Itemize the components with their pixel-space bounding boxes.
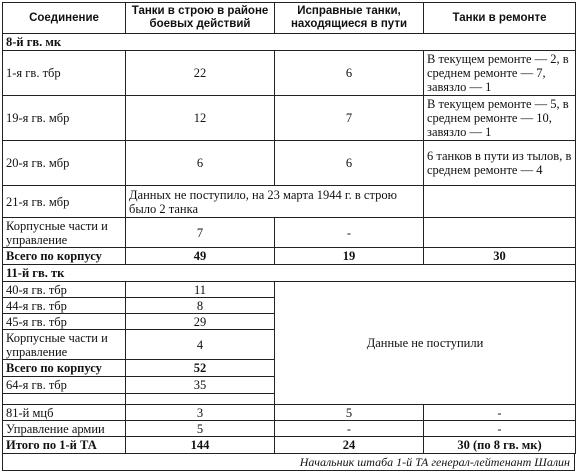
repair-cell: 6 танков в пути из тылов, в среднем ремонте — 4 bbox=[424, 141, 576, 186]
front-cell: 144 bbox=[126, 437, 275, 454]
unit-cell: Итого по 1-й ТА bbox=[3, 437, 126, 454]
table-row bbox=[3, 405, 576, 421]
table-row bbox=[3, 282, 576, 298]
transit-cell: 7 bbox=[275, 96, 424, 141]
transit-cell: 6 bbox=[275, 141, 424, 186]
repair-cell: - bbox=[424, 421, 576, 437]
grand-total-row bbox=[3, 437, 576, 454]
repair-cell: В текущем ремонте — 5, в среднем ремонте — 10, завязло — 1 bbox=[424, 96, 576, 141]
no-data-cell: Данные не поступили bbox=[275, 282, 576, 405]
table-row bbox=[3, 186, 576, 218]
front-cell: 52 bbox=[126, 360, 275, 377]
table-row bbox=[3, 96, 576, 141]
tank-status-table bbox=[2, 2, 576, 454]
repair-cell: - bbox=[424, 405, 576, 421]
unit-cell: 19-я гв. мбр bbox=[3, 96, 126, 141]
header-transit: Исправные танки, находящиеся в пути bbox=[275, 3, 424, 34]
transit-cell: 5 bbox=[275, 405, 424, 421]
unit-cell: 21-я гв. мбр bbox=[3, 186, 126, 218]
section-row-8mk bbox=[3, 34, 576, 51]
repair-cell bbox=[424, 218, 576, 248]
repair-cell: 30 (по 8 гв. мк) bbox=[424, 437, 576, 454]
unit-cell: 64-я гв. тбр bbox=[3, 377, 126, 394]
document bbox=[2, 2, 575, 471]
front-cell: 5 bbox=[126, 421, 275, 437]
transit-cell: 6 bbox=[275, 51, 424, 96]
table-row bbox=[3, 141, 576, 186]
front-cell: 22 bbox=[126, 51, 275, 96]
unit-cell: Всего по корпусу bbox=[3, 360, 126, 377]
unit-cell: 45-я гв. тбр bbox=[3, 314, 126, 330]
front-cell: 35 bbox=[126, 377, 275, 394]
repair-cell: 30 bbox=[424, 248, 576, 265]
transit-cell: 19 bbox=[275, 248, 424, 265]
header-repair: Танки в ремонте bbox=[424, 3, 576, 34]
unit-cell: Управление армии bbox=[3, 421, 126, 437]
unit-cell: 40-я гв. тбр bbox=[3, 282, 126, 298]
section-row-11tk bbox=[3, 265, 576, 282]
transit-cell: - bbox=[275, 421, 424, 437]
front-cell: 12 bbox=[126, 96, 275, 141]
total-row bbox=[3, 248, 576, 265]
repair-cell bbox=[424, 186, 576, 218]
table-row bbox=[3, 51, 576, 96]
front-cell: 7 bbox=[126, 218, 275, 248]
table-row bbox=[3, 218, 576, 248]
header-unit: Соединение bbox=[3, 3, 126, 34]
front-cell: 29 bbox=[126, 314, 275, 330]
front-cell: 8 bbox=[126, 298, 275, 314]
unit-cell: 1-я гв. тбр bbox=[3, 51, 126, 96]
unit-cell: Корпусные части и управление bbox=[3, 330, 126, 360]
unit-cell: 20-я гв. мбр bbox=[3, 141, 126, 186]
unit-cell: Корпусные части и управление bbox=[3, 218, 126, 248]
table-row bbox=[3, 421, 576, 437]
front-cell: 49 bbox=[126, 248, 275, 265]
front-cell: 6 bbox=[126, 141, 275, 186]
front-cell: 11 bbox=[126, 282, 275, 298]
repair-cell: В текущем ремонте — 2, в среднем ремонте — 7, завязло — 1 bbox=[424, 51, 576, 96]
transit-cell: - bbox=[275, 218, 424, 248]
unit-cell: 81-й мцб bbox=[3, 405, 126, 421]
section-title: 8-й гв. мк bbox=[3, 34, 576, 51]
transit-cell: 24 bbox=[275, 437, 424, 454]
note-cell: Данных не поступило, на 23 марта 1944 г. в строю было 2 танка bbox=[126, 186, 424, 218]
unit-cell: Всего по корпусу bbox=[3, 248, 126, 265]
front-cell: 3 bbox=[126, 405, 275, 421]
unit-cell: 44-я гв. тбр bbox=[3, 298, 126, 314]
header-row bbox=[3, 3, 576, 34]
signature-line: Начальник штаба 1-й ТА генерал-лейтенант Шалин bbox=[2, 454, 575, 471]
front-cell: 4 bbox=[126, 330, 275, 360]
section-title: 11-й гв. тк bbox=[3, 265, 576, 282]
header-front: Танки в строю в районе боевых действий bbox=[126, 3, 275, 34]
